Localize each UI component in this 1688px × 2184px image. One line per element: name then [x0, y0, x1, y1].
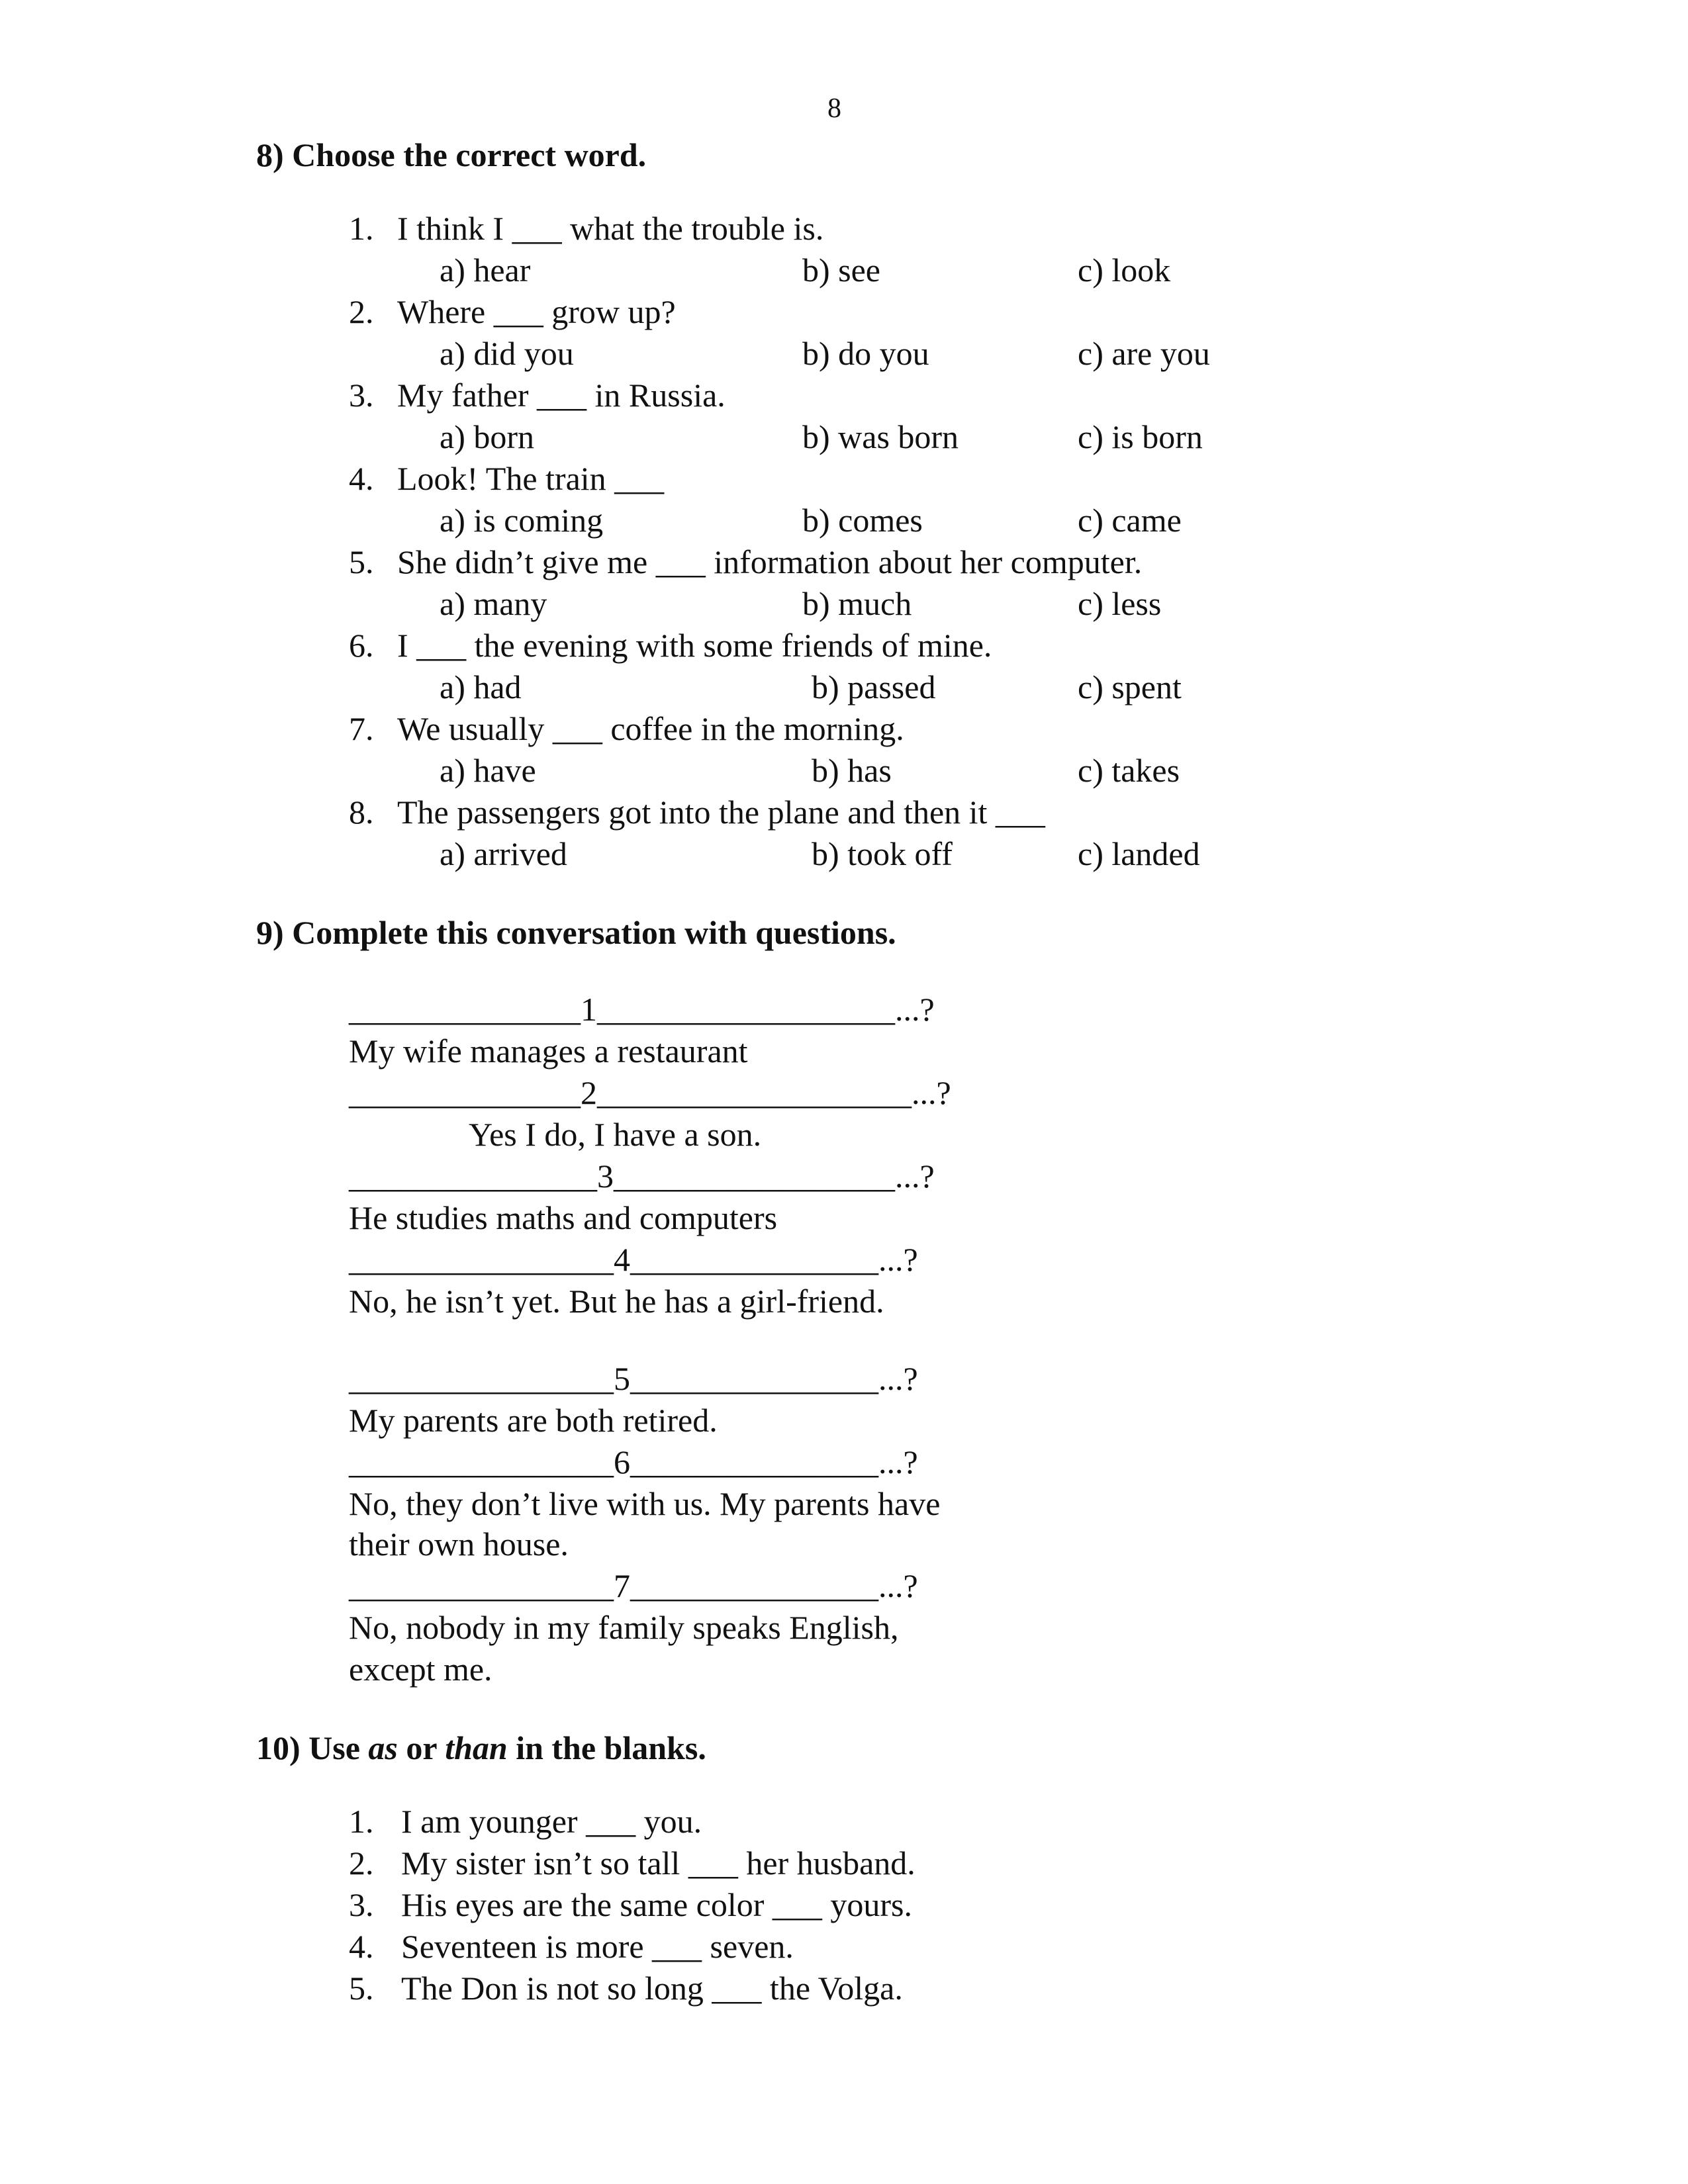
- item-text: My sister isn’t so tall ___ her husband.: [401, 1844, 915, 1882]
- answer-line: My parents are both retired.: [349, 1402, 718, 1439]
- option-a: a) arrived: [440, 835, 567, 872]
- question-number: 3.: [349, 377, 374, 414]
- item-number: 3.: [349, 1886, 374, 1923]
- option-b: b) has: [812, 752, 892, 789]
- question-blank-line: ________________6_______________...?: [349, 1443, 918, 1480]
- question-text: Where ___ grow up?: [397, 293, 676, 330]
- question-blank-line: ________________7_______________...?: [349, 1567, 918, 1604]
- heading-text: in the blanks.: [507, 1729, 706, 1766]
- page-number: 8: [827, 93, 841, 124]
- option-b: b) passed: [812, 668, 936, 705]
- option-c: c) takes: [1078, 752, 1180, 789]
- answer-line: No, he isn’t yet. But he has a girl-friend.: [349, 1283, 884, 1320]
- option-a: a) is coming: [440, 502, 604, 539]
- option-c: c) look: [1078, 251, 1171, 289]
- option-c: c) is born: [1078, 418, 1203, 455]
- question-number: 4.: [349, 460, 374, 497]
- option-b: b) see: [802, 251, 880, 289]
- option-b: b) do you: [802, 335, 929, 372]
- question-text: My father ___ in Russia.: [397, 377, 726, 414]
- item-number: 5.: [349, 1970, 374, 2007]
- question-number: 8.: [349, 794, 374, 831]
- question-text: The passengers got into the plane and then it ___: [397, 794, 1045, 831]
- option-c: c) are you: [1078, 335, 1210, 372]
- option-c: c) spent: [1078, 668, 1182, 705]
- question-number: 5.: [349, 543, 374, 580]
- question-text: I think I ___ what the trouble is.: [397, 210, 824, 247]
- heading-as: as: [368, 1729, 398, 1766]
- section-8-heading: 8) Choose the correct word.: [256, 136, 647, 173]
- item-text: The Don is not so long ___ the Volga.: [401, 1970, 903, 2007]
- answer-line: except me.: [349, 1651, 492, 1688]
- section-10-heading: [256, 1729, 706, 1767]
- answer-line: their own house.: [349, 1525, 569, 1563]
- question-number: 7.: [349, 710, 374, 747]
- answer-line: He studies maths and computers: [349, 1199, 778, 1236]
- option-b: b) much: [802, 585, 912, 622]
- answer-line: Yes I do, I have a son.: [469, 1116, 762, 1153]
- option-a: a) have: [440, 752, 536, 789]
- answer-line: No, they don’t live with us. My parents have: [349, 1485, 941, 1522]
- question-text: Look! The train ___: [397, 460, 665, 497]
- heading-or: or: [397, 1729, 445, 1766]
- question-blank-line: ______________1__________________...?: [349, 991, 935, 1028]
- heading-than: than: [445, 1729, 508, 1766]
- item-number: 4.: [349, 1928, 374, 1965]
- question-blank-line: ______________2___________________...?: [349, 1074, 951, 1111]
- question-text: I ___ the evening with some friends of mine.: [397, 627, 992, 664]
- item-number: 1.: [349, 1803, 374, 1840]
- option-a: a) hear: [440, 251, 531, 289]
- question-text: We usually ___ coffee in the morning.: [397, 710, 904, 747]
- option-a: a) had: [440, 668, 522, 705]
- section-9-heading: 9) Complete this conversation with questions.: [256, 914, 896, 951]
- option-c: c) came: [1078, 502, 1182, 539]
- option-c: c) landed: [1078, 835, 1200, 872]
- question-number: 6.: [349, 627, 374, 664]
- option-b: b) was born: [802, 418, 959, 455]
- item-text: His eyes are the same color ___ yours.: [401, 1886, 912, 1923]
- answer-line: No, nobody in my family speaks English,: [349, 1609, 899, 1646]
- option-a: a) did you: [440, 335, 574, 372]
- option-b: b) comes: [802, 502, 923, 539]
- option-c: c) less: [1078, 585, 1162, 622]
- item-text: I am younger ___ you.: [401, 1803, 702, 1840]
- item-number: 2.: [349, 1844, 374, 1882]
- heading-text: 10) Use: [256, 1729, 369, 1766]
- question-blank-line: ________________4_______________...?: [349, 1241, 918, 1278]
- answer-line: My wife manages a restaurant: [349, 1032, 748, 1069]
- item-text: Seventeen is more ___ seven.: [401, 1928, 794, 1965]
- option-a: a) many: [440, 585, 547, 622]
- question-text: She didn’t give me ___ information about her computer.: [397, 543, 1143, 580]
- question-number: 2.: [349, 293, 374, 330]
- question-blank-line: _______________3_________________...?: [349, 1158, 935, 1195]
- option-b: b) took off: [812, 835, 953, 872]
- question-blank-line: ________________5_______________...?: [349, 1360, 918, 1397]
- option-a: a) born: [440, 418, 534, 455]
- question-number: 1.: [349, 210, 374, 247]
